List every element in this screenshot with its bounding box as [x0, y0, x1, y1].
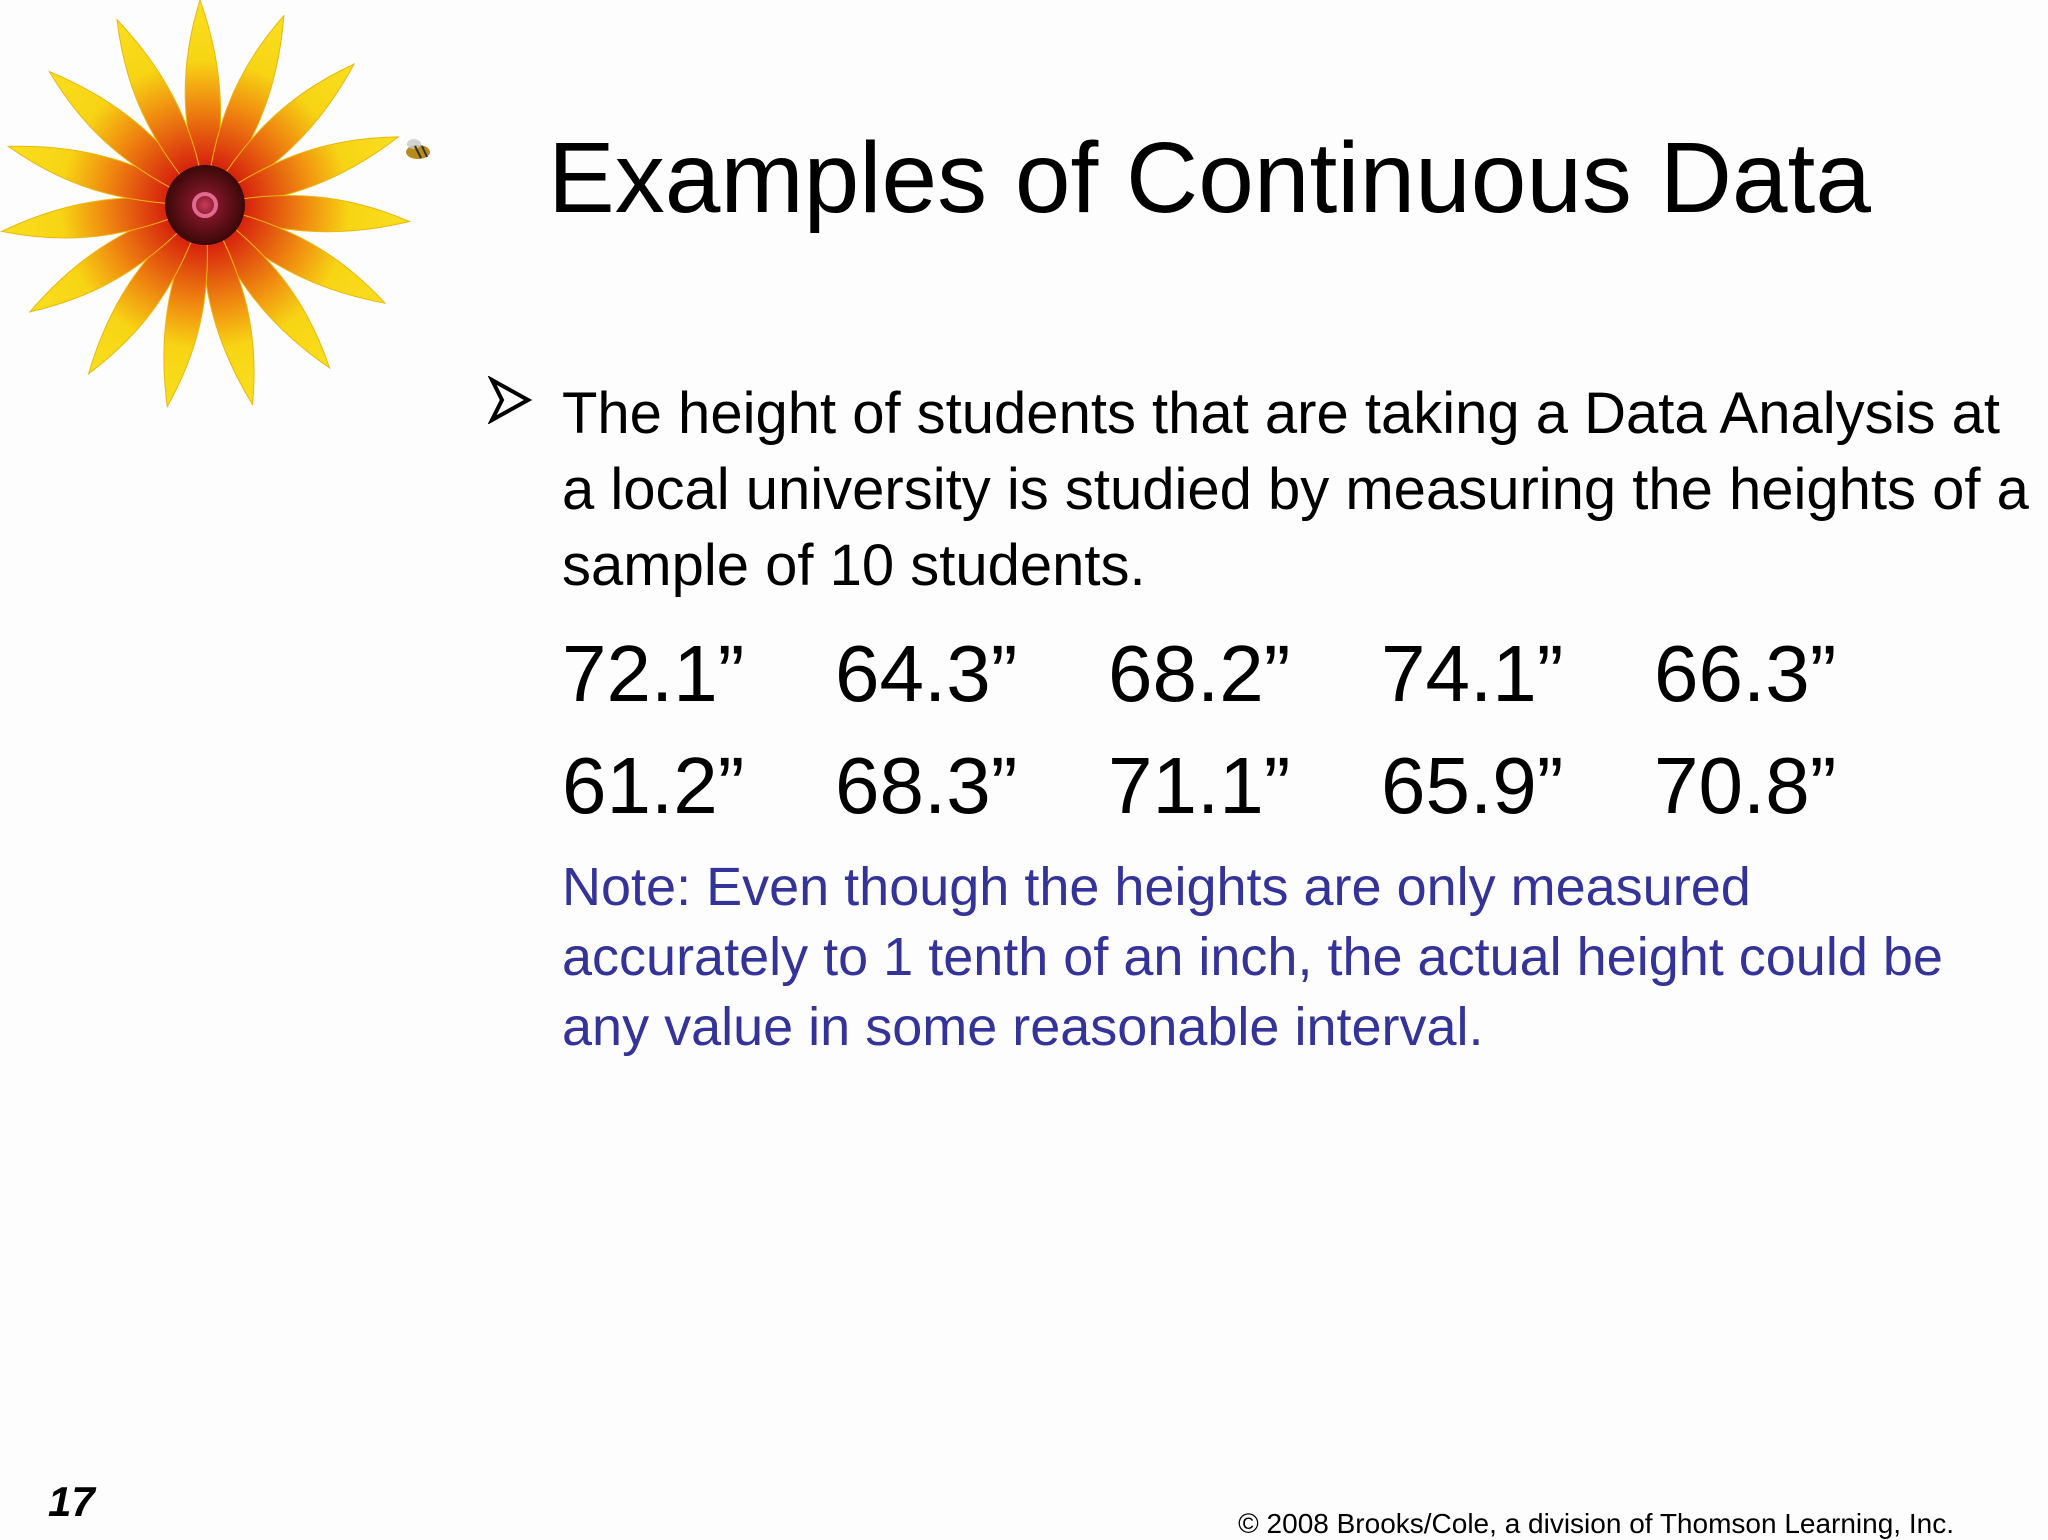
- height-value: 68.3”: [835, 741, 1018, 830]
- height-value: 64.3”: [835, 629, 1018, 718]
- height-value: 74.1”: [1381, 629, 1564, 718]
- slide-title: Examples of Continuous Data: [548, 122, 1871, 234]
- copyright-footer: © 2008 Brooks/Cole, a division of Thomson Learning, Inc.: [1238, 1508, 1954, 1539]
- page-number: 17: [48, 1478, 95, 1525]
- height-value: 68.2”: [1108, 629, 1291, 718]
- note-text: Note: Even though the heights are only measured accurately to 1 tenth of an inch, the actual height could be any value in some reasonable interval.: [562, 857, 1943, 1057]
- height-value: 72.1”: [562, 629, 745, 718]
- height-value: 71.1”: [1108, 741, 1291, 830]
- height-value: 66.3”: [1654, 629, 1837, 718]
- height-value: 65.9”: [1381, 741, 1564, 830]
- flower-image: [0, 0, 445, 450]
- height-value: 61.2”: [562, 741, 745, 830]
- height-value: 70.8”: [1654, 741, 1837, 830]
- bullet-text: The height of students that are taking a Data Analysis at a local university is studied by measuring the heights of a sample of 10 students.: [562, 381, 2029, 598]
- arrowhead-bullet-icon: [488, 376, 532, 424]
